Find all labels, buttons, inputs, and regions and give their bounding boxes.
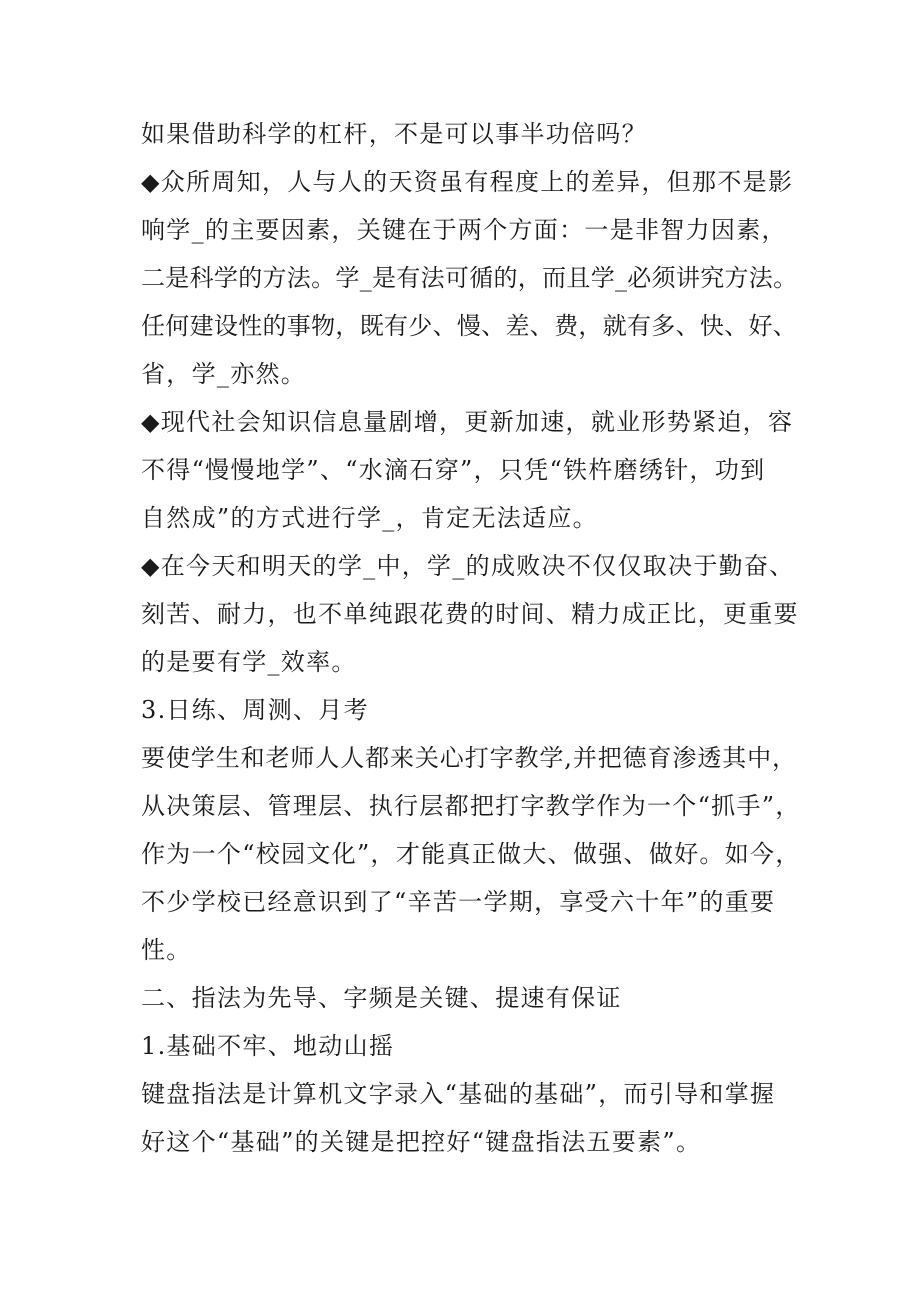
text-line: ◆现代社会知识信息量剧增，更新加速，就业形势紧迫，容	[141, 408, 794, 436]
section-heading: 3.日练、周测、月考	[141, 696, 369, 724]
text-line: ◆众所周知，人与人的天资虽有程度上的差异，但那不是影	[141, 168, 794, 196]
text-line: 不少学校已经意识到了“辛苦一学期，享受六十年”的重要	[141, 888, 776, 916]
text-line: 自然成”的方式进行学_，肯定无法适应。	[141, 504, 598, 532]
text-line: 如果借助科学的杠杆，不是可以事半功倍吗？	[141, 120, 647, 148]
text-line: 响学_的主要因素，关键在于两个方面：一是非智力因素，	[141, 216, 787, 244]
text-line: 好这个“基础”的关键是把控好“键盘指法五要素”。	[141, 1128, 702, 1156]
text-line: 省，学_亦然。	[141, 360, 307, 388]
text-line: 刻苦、耐力，也不单纯跟花费的时间、精力成正比，更重要	[141, 600, 799, 628]
text-line: 的是要有学_效率。	[141, 648, 357, 676]
text-line: 键盘指法是计算机文字录入“基础的基础”，而引导和掌握	[141, 1080, 776, 1108]
text-line: 从决策层、管理层、执行层都把打字教学作为一个“抓手”，	[141, 792, 801, 820]
text-line: 作为一个“校园文化”，才能真正做大、做强、做好。如今，	[141, 840, 801, 868]
text-line: 性。	[141, 936, 192, 964]
document-body	[141, 110, 801, 1166]
text-line: 任何建设性的事物，既有少、慢、差、费，就有多、快、好、	[141, 312, 798, 340]
text-line: 二是科学的方法。学_是有法可循的，而且学_必须讲究方法。	[141, 264, 798, 292]
section-heading: 1.基础不牢、地动山摇	[141, 1032, 395, 1060]
chapter-heading: 二、指法为先导、字频是关键、提速有保证	[141, 984, 622, 1012]
text-line: 不得“慢慢地学”、“水滴石穿”，只凭“铁杵磨绣针，功到	[141, 456, 766, 484]
text-line: ◆在今天和明天的学_中，学_的成败决不仅仅取决于勤奋、	[141, 552, 795, 580]
text-line: 要使学生和老师人人都来关心打字教学,并把德育渗透其中，	[141, 744, 797, 772]
